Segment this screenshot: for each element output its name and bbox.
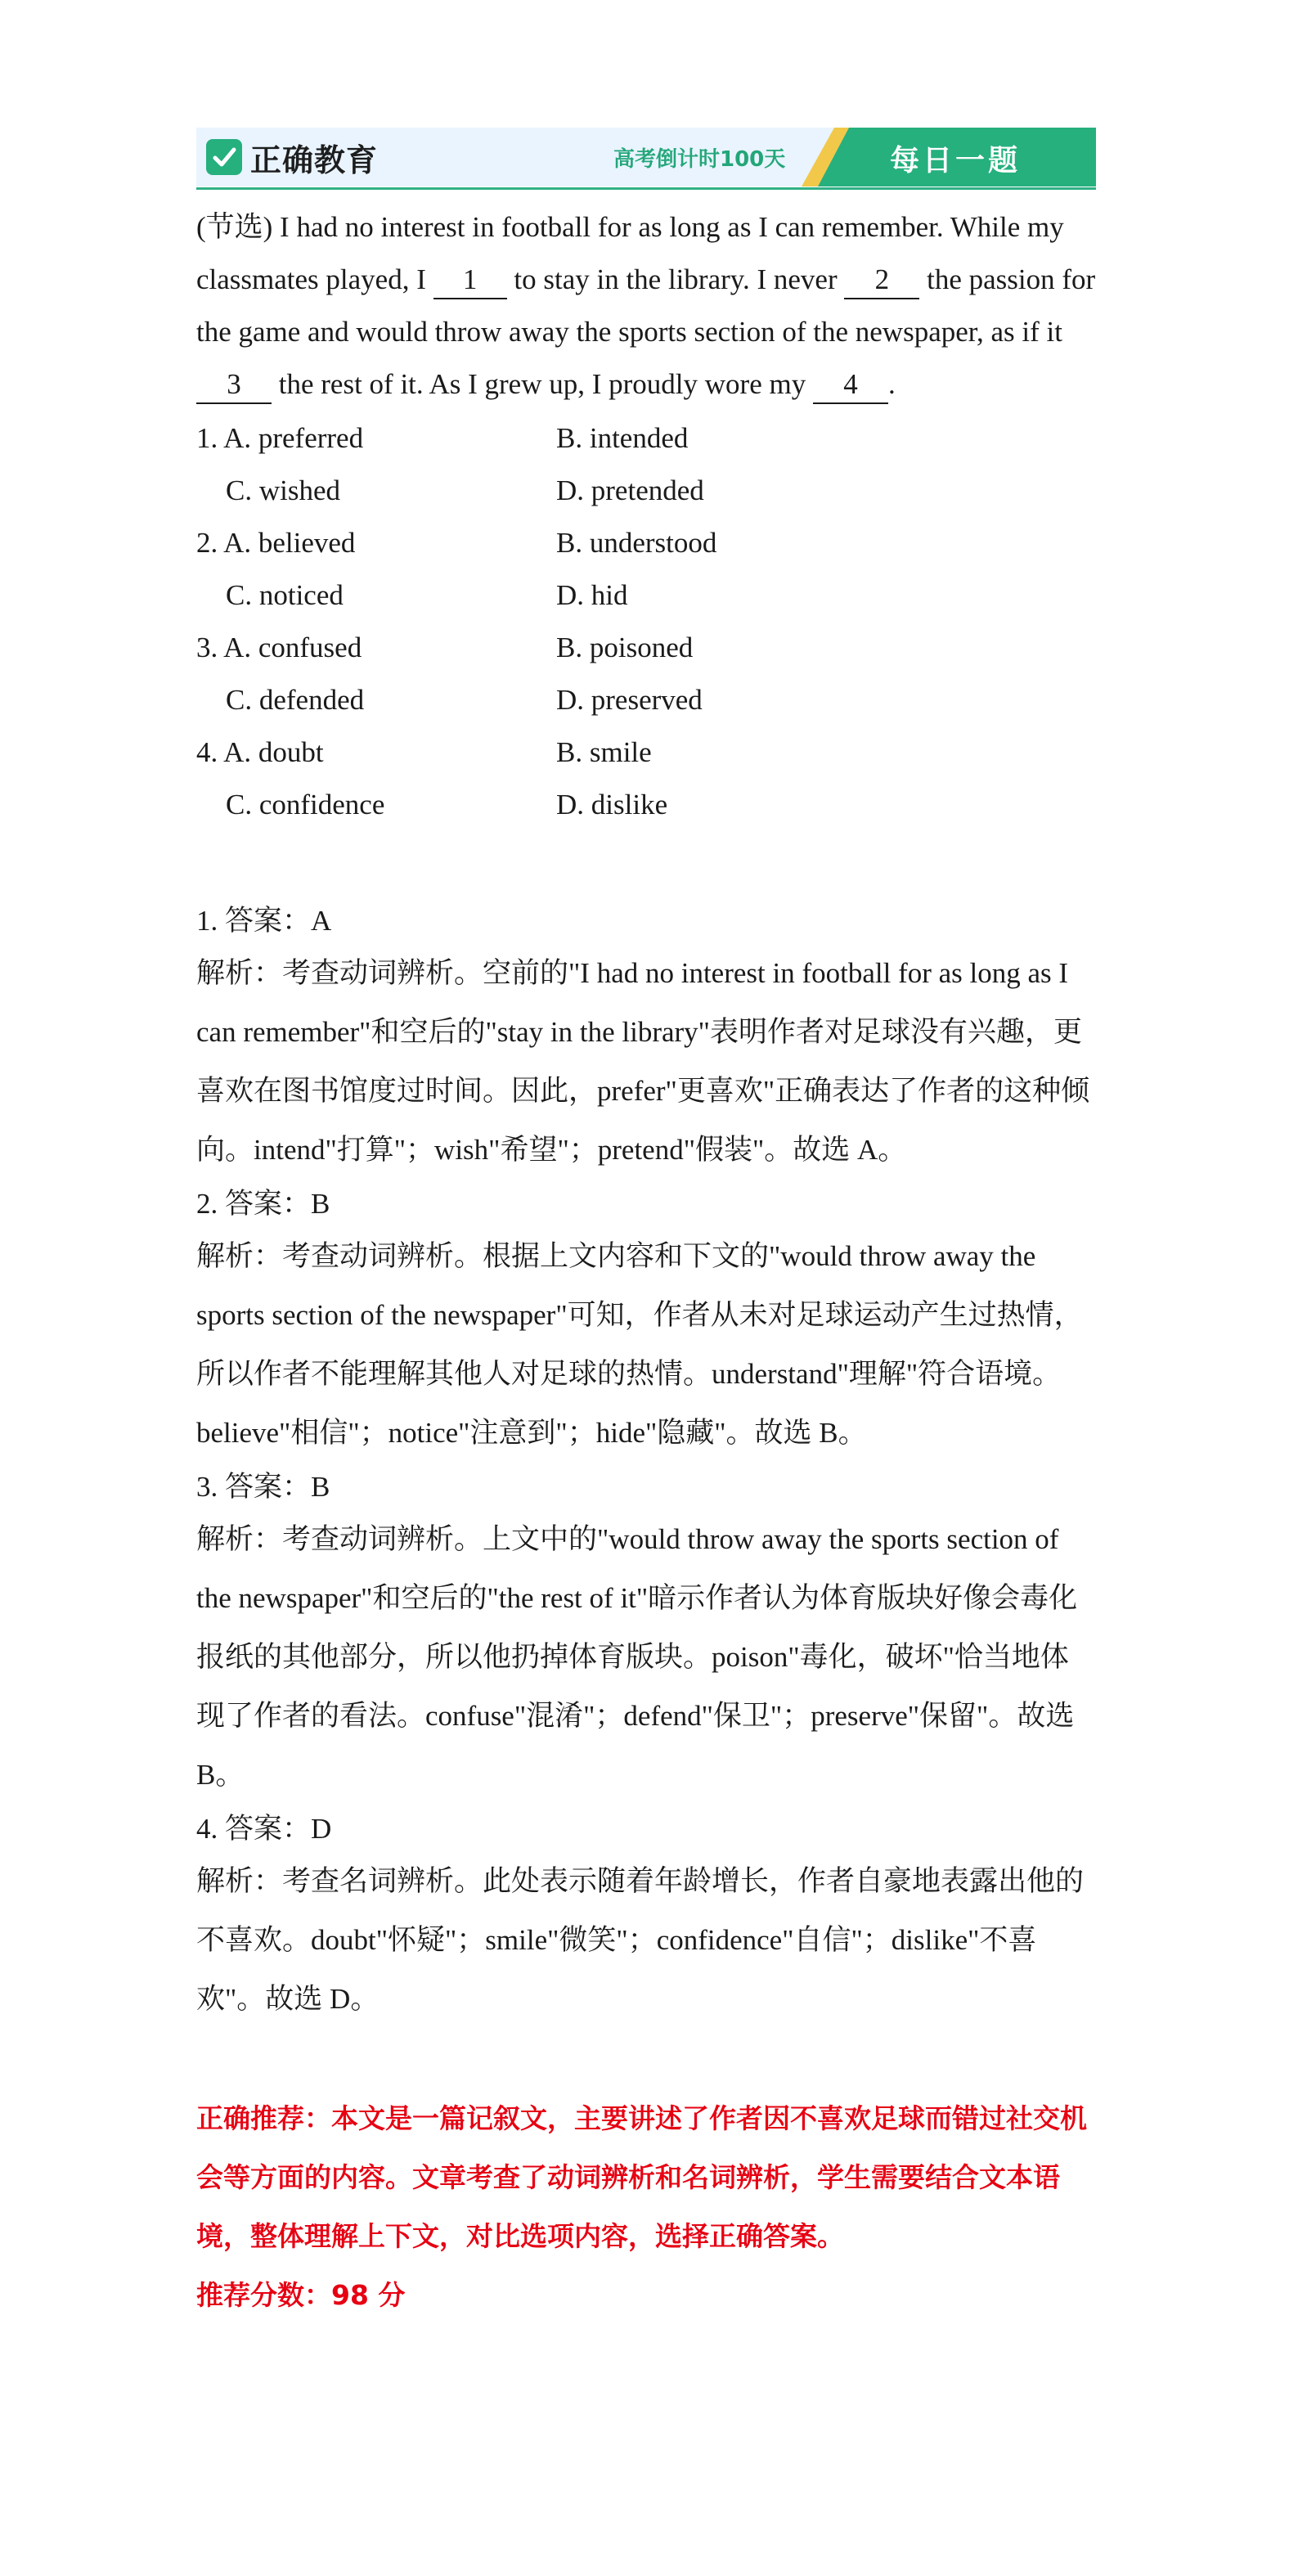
answer-heading: 1. 答案：A bbox=[196, 905, 332, 937]
option-row bbox=[196, 517, 1096, 569]
banner-underline bbox=[196, 187, 1096, 190]
option-c: C. defended bbox=[226, 684, 365, 716]
answer-heading: 3. 答案：B bbox=[196, 1471, 330, 1503]
blank-2: 2 bbox=[844, 262, 919, 299]
ribbon-label: 每日一题 bbox=[890, 144, 1022, 178]
option-d: D. pretended bbox=[556, 474, 704, 506]
option-row bbox=[196, 465, 1096, 517]
recommendation: 正确推荐：本文是一篇记叙文，主要讲述了作者因不喜欢足球而错过社交机会等方面的内容。文章考查了动词辨析和名词辨析，学生需要结合文本语境，整体理解上下文，对比选项内容，选择正确答案。 bbox=[196, 2102, 1087, 2252]
option-row bbox=[196, 412, 1096, 465]
check-icon bbox=[206, 139, 242, 175]
option-b: B. smile bbox=[556, 736, 652, 768]
brand-logo bbox=[206, 137, 378, 177]
passage-text: (节选) I had no interest in football for as long as I can remember. While my classmates played, I bbox=[196, 211, 1064, 295]
option-d: D. hid bbox=[556, 579, 628, 611]
option-c: C. noticed bbox=[226, 579, 344, 611]
options-list bbox=[196, 412, 1096, 831]
passage-text: the rest of it. As I grew up, I proudly wore my bbox=[272, 368, 813, 400]
answer-explanation: 解析：考查动词辨析。根据上文内容和下文的"would throw away the sports section of the newspaper"可知，作者从未对足球运动产生过热情，所以作者不能理解其他人对足球的热情。understand"理解"符合语境。believe"相信"；notice"注意到"；hide"隐藏"。故选 B。 bbox=[196, 1240, 1083, 1449]
option-c: C. wished bbox=[226, 474, 340, 506]
passage-text: to stay in the library. I never bbox=[506, 263, 845, 295]
option-d: D. dislike bbox=[556, 789, 668, 820]
answer-explanation: 解析：考查动词辨析。空前的"I had no interest in football for as long as I can remember"和空后的"stay in the library"表明作者对足球没有兴趣，更喜欢在图书馆度过时间。因此，prefer"更喜欢"正确表达了作者的这种倾向。intend"打算"；wish"希望"；pretend"假装"。故选 A。 bbox=[196, 957, 1090, 1166]
brand-name: 正确教育 bbox=[250, 142, 379, 178]
option-row bbox=[196, 569, 1096, 622]
blank-4: 4 bbox=[813, 366, 888, 404]
option-a: 3. A. confused bbox=[196, 632, 362, 663]
header-banner bbox=[196, 128, 1096, 187]
option-c: C. confidence bbox=[226, 789, 385, 820]
passage-text: the passion for the game and would throw away the sports section of the newspaper, as if it bbox=[196, 263, 1096, 348]
daily-question-ribbon bbox=[802, 128, 1096, 187]
answer-explanation: 解析：考查名词辨析。此处表示随着年龄增长，作者自豪地表露出他的不喜欢。doubt"怀疑"；smile"微笑"；confidence"自信"；dislike"不喜欢"。故选 D。 bbox=[196, 1865, 1085, 2015]
blank-1: 1 bbox=[433, 262, 507, 299]
option-row bbox=[196, 674, 1096, 726]
answer-heading: 4. 答案：D bbox=[196, 1813, 332, 1845]
option-a: 1. A. preferred bbox=[196, 422, 364, 454]
blank-3: 3 bbox=[196, 366, 272, 404]
passage-text: . bbox=[887, 368, 896, 400]
option-b: B. poisoned bbox=[556, 632, 694, 663]
option-a: 2. A. believed bbox=[196, 527, 356, 559]
option-b: B. intended bbox=[556, 422, 689, 454]
answer-heading: 2. 答案：B bbox=[196, 1188, 330, 1220]
option-row bbox=[196, 726, 1096, 779]
answer-explanation: 解析：考查动词辨析。上文中的"would throw away the sports section of the newspaper"和空后的"the rest of it"暗示作者认为体育版块好像会毒化报纸的其他部分，所以他扔掉体育版块。poison"毒化，破坏"恰当地体现了作者的看法。confuse"混淆"；defend"保卫"；preserve"保留"。故选 B。 bbox=[196, 1523, 1078, 1791]
option-row bbox=[196, 779, 1096, 831]
passage bbox=[196, 201, 1096, 411]
option-a: 4. A. doubt bbox=[196, 736, 324, 768]
option-b: B. understood bbox=[556, 527, 717, 559]
countdown-text: 高考倒计时100天 bbox=[613, 147, 786, 172]
document-page bbox=[196, 128, 1096, 2325]
recommend-score: 推荐分数：98 分 bbox=[196, 2279, 406, 2311]
option-row bbox=[196, 622, 1096, 674]
answers-section bbox=[196, 898, 1096, 2029]
option-d: D. preserved bbox=[556, 684, 703, 716]
